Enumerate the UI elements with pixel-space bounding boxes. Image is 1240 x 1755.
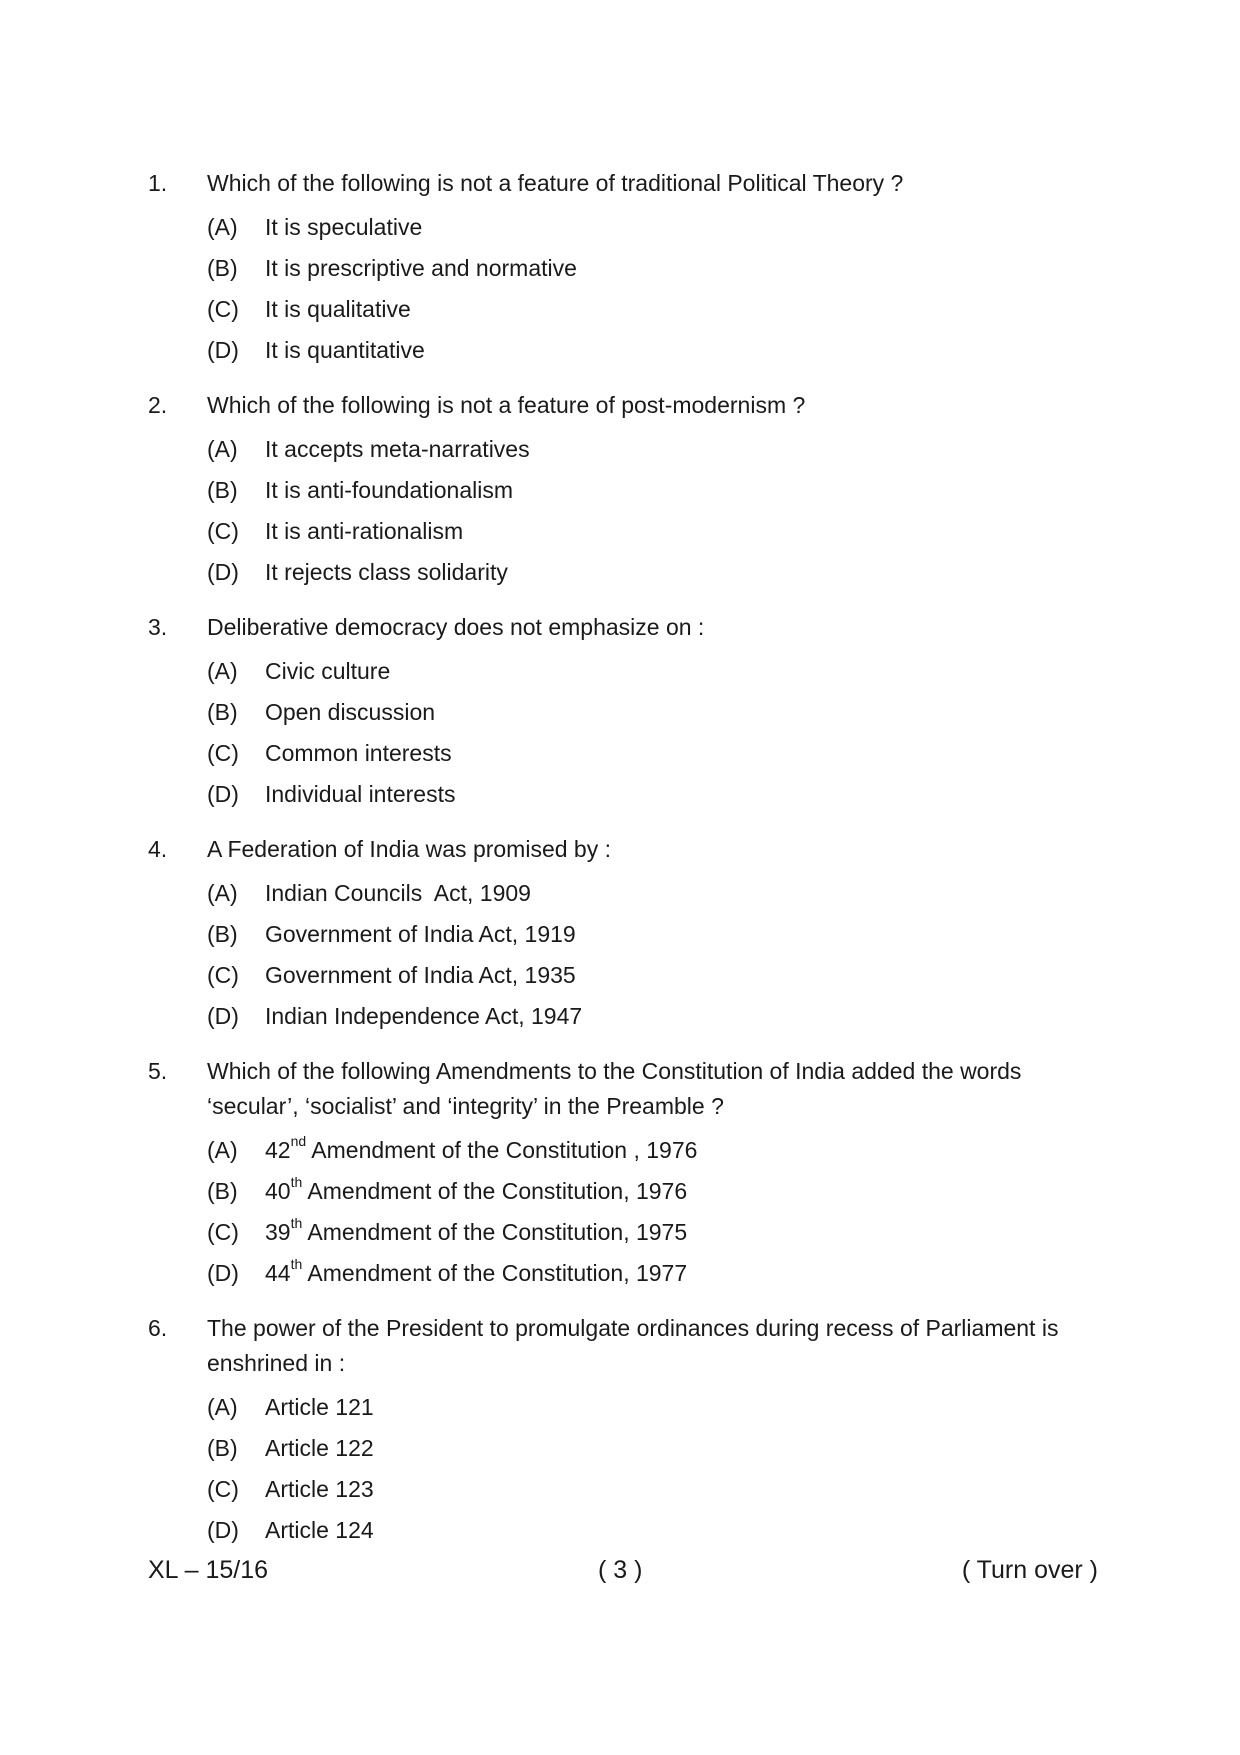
option-d [148, 330, 1098, 371]
option-text: Government of India Act, 1919 [265, 921, 576, 947]
option-a [148, 1387, 1098, 1428]
option-letter: (A) [207, 1394, 238, 1420]
amendment-rest: Amendment of the Constitution, 1976 [302, 1178, 688, 1204]
option-text: Indian Councils Act, 1909 [265, 880, 531, 906]
option-c [148, 511, 1098, 552]
turn-over-note: ( Turn over ) [961, 1556, 1098, 1584]
question-number: 4. [148, 836, 168, 862]
option-text: It rejects class solidarity [265, 559, 508, 585]
amendment-number: 39 [265, 1219, 291, 1245]
option-letter: (C) [207, 296, 239, 322]
option-letter: (D) [207, 559, 239, 585]
paper-code: XL – 15/16 [148, 1556, 269, 1584]
question-text: Which of the following Amendments to the Constitution of India added the words ‘secular’, ‘socialist’ and ‘integrity’ in the Preamble ? [207, 1058, 1022, 1119]
option-letter: (C) [207, 1219, 239, 1245]
question-text: Which of the following is not a feature of traditional Political Theory ? [207, 170, 904, 196]
option-d [148, 996, 1098, 1037]
ordinal-suffix: nd [290, 1133, 307, 1150]
option-b [148, 1428, 1098, 1469]
amendment-number: 42 [265, 1137, 291, 1163]
option-letter: (A) [207, 880, 238, 906]
option-letter: (C) [207, 518, 239, 544]
option-letter: (D) [207, 1517, 239, 1543]
amendment-rest: Amendment of the Constitution, 1975 [302, 1219, 688, 1245]
amendment-number: 40 [265, 1178, 291, 1204]
option-letter: (B) [207, 921, 238, 947]
option-d [148, 552, 1098, 593]
option-text: It accepts meta-narratives [265, 436, 530, 462]
option-text: Indian Independence Act, 1947 [265, 1003, 583, 1029]
option-text: Article 121 [265, 1394, 374, 1420]
option-letter: (C) [207, 1476, 239, 1502]
question-number: 1. [148, 170, 168, 196]
option-a [148, 207, 1098, 248]
option-letter: (A) [207, 658, 238, 684]
option-letter: (A) [207, 1137, 238, 1163]
option-text: Open discussion [265, 699, 436, 725]
option-d [148, 774, 1098, 815]
option-text: Article 123 [265, 1476, 374, 1502]
option-text [265, 1133, 698, 1163]
question-list [148, 166, 1098, 1568]
ordinal-suffix: th [290, 1256, 303, 1273]
question-3 [148, 610, 1098, 815]
ordinal-suffix: th [290, 1174, 303, 1191]
option-d [148, 1253, 1098, 1294]
option-a [148, 429, 1098, 470]
option-letter: (B) [207, 477, 238, 503]
question-number: 6. [148, 1315, 168, 1341]
option-d [148, 1510, 1098, 1551]
option-text: Individual interests [265, 781, 456, 807]
option-text [265, 1256, 688, 1286]
option-letter: (D) [207, 337, 239, 363]
amendment-rest: Amendment of the Constitution , 1976 [306, 1137, 698, 1163]
option-text: It is speculative [265, 214, 423, 240]
option-letter: (C) [207, 740, 239, 766]
option-a [148, 1130, 1098, 1171]
question-text: Deliberative democracy does not emphasize on : [207, 614, 705, 640]
option-letter: (D) [207, 781, 239, 807]
option-text: Civic culture [265, 658, 391, 684]
option-b [148, 248, 1098, 289]
option-letter: (B) [207, 1435, 238, 1461]
option-text: Common interests [265, 740, 452, 766]
ordinal-suffix: th [290, 1215, 303, 1232]
option-c [148, 733, 1098, 774]
option-letter: (D) [207, 1260, 239, 1286]
option-c [148, 1212, 1098, 1253]
option-b [148, 470, 1098, 511]
question-5 [148, 1054, 1098, 1294]
question-1 [148, 166, 1098, 371]
option-letter: (B) [207, 1178, 238, 1204]
option-letter: (C) [207, 962, 239, 988]
question-text: Which of the following is not a feature of post-modernism ? [207, 392, 806, 418]
option-b [148, 914, 1098, 955]
option-text: It is quantitative [265, 337, 425, 363]
option-letter: (A) [207, 214, 238, 240]
option-c [148, 1469, 1098, 1510]
option-letter: (B) [207, 255, 238, 281]
question-2 [148, 388, 1098, 593]
option-text [265, 1174, 688, 1204]
option-text: It is anti-rationalism [265, 518, 464, 544]
question-text: A Federation of India was promised by : [207, 836, 611, 862]
option-text: Article 124 [265, 1517, 374, 1543]
amendment-rest: Amendment of the Constitution, 1977 [302, 1260, 688, 1286]
option-a [148, 651, 1098, 692]
option-c [148, 289, 1098, 330]
option-letter: (A) [207, 436, 238, 462]
option-letter: (B) [207, 699, 238, 725]
option-c [148, 955, 1098, 996]
option-text [265, 1215, 688, 1245]
option-a [148, 873, 1098, 914]
option-text: Article 122 [265, 1435, 374, 1461]
option-text: It is anti-foundationalism [265, 477, 514, 503]
amendment-number: 44 [265, 1260, 291, 1286]
option-b [148, 692, 1098, 733]
question-6 [148, 1311, 1098, 1551]
option-letter: (D) [207, 1003, 239, 1029]
question-number: 5. [148, 1058, 168, 1084]
question-number: 3. [148, 614, 168, 640]
option-text: It is qualitative [265, 296, 411, 322]
question-4 [148, 832, 1098, 1037]
page-number: ( 3 ) [598, 1556, 643, 1584]
option-text: Government of India Act, 1935 [265, 962, 576, 988]
page-footer [148, 1550, 1098, 1590]
question-number: 2. [148, 392, 168, 418]
option-text: It is prescriptive and normative [265, 255, 577, 281]
question-text: The power of the President to promulgate ordinances during recess of Parliament is enshrined in : [207, 1315, 1059, 1376]
option-b [148, 1171, 1098, 1212]
